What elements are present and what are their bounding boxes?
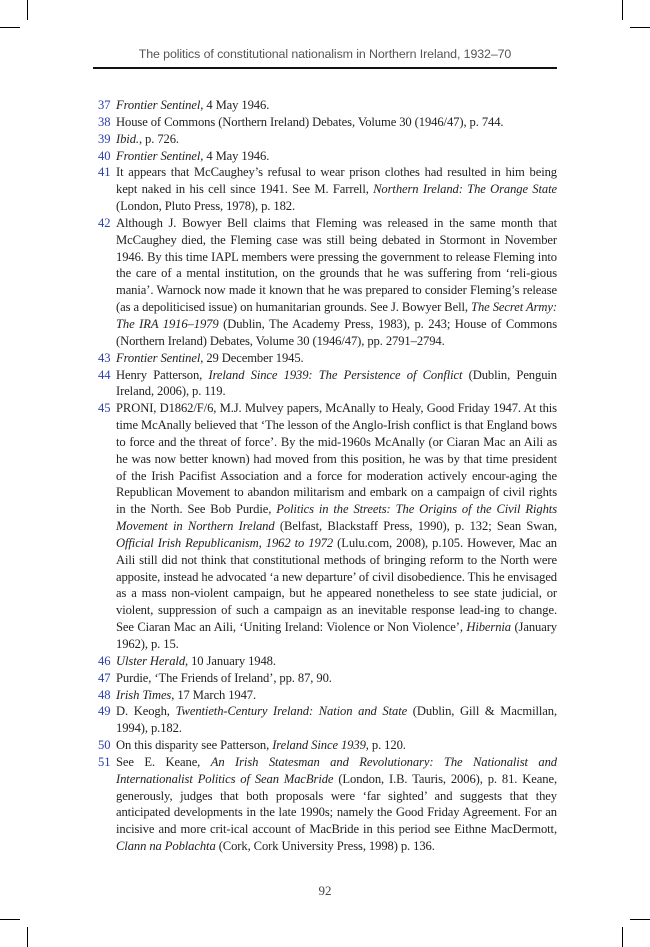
endnote-45 — [98, 400, 557, 653]
endnote-text — [116, 164, 557, 215]
italic-title: Hibernia — [466, 620, 512, 635]
italic-title: Frontier Sentinel — [116, 98, 201, 112]
endnote-text — [116, 350, 557, 367]
text-segment: (Cork, Cork University Press, 1998) p. 136. — [215, 839, 435, 854]
text-segment: Purdie, ‘The Friends of Ireland’, pp. 87, 90. — [116, 670, 332, 685]
italic-title: Frontier Sentinel — [116, 148, 201, 163]
endnote-text — [116, 367, 557, 401]
endnote-number[interactable]: 44 — [98, 367, 111, 382]
text-segment: , 17 March 1947. — [171, 687, 257, 702]
endnote-51 — [98, 754, 557, 855]
endnote-number[interactable]: 49 — [98, 704, 111, 719]
text-segment: (January 1962), p. 15. — [116, 620, 558, 651]
text-segment: D. Keogh, — [116, 704, 176, 719]
text-segment: , 10 January 1948. — [185, 653, 276, 668]
text-segment: It appears that McCaughey’s refusal to wear prison clothes had resulted in him being kept naked in his cell since 1941. See M. Farrell, — [116, 165, 557, 197]
endnote-46 — [98, 653, 557, 670]
crop-mark — [0, 919, 20, 920]
crop-mark — [622, 927, 623, 947]
text-segment: , p. 120. — [365, 738, 406, 753]
endnote-number[interactable]: 46 — [98, 653, 111, 668]
endnote-48 — [98, 687, 557, 704]
header-rule — [93, 67, 557, 69]
endnote-number[interactable]: 50 — [98, 738, 111, 753]
italic-title: Frontier Sentinel — [116, 350, 201, 365]
endnote-text — [116, 737, 557, 754]
endnote-43 — [98, 350, 557, 367]
endnote-text — [116, 653, 557, 670]
endnote-number[interactable]: 48 — [98, 687, 111, 702]
italic-title: Ulster Herald — [116, 653, 186, 668]
page-number: 92 — [318, 882, 332, 898]
text-segment: PRONI, D1862/F/6, M.J. Mulvey papers, McAnally to Healy, Good Friday 1947. At this time McAnally believed that ‘The lesson of the Anglo-Irish conflict is that England bows to force and the threat of force’. By the mid-1960s McAnally (or Ciaran Mac an Aili as he was now better known) had moved from this position, he was by that time president of the Irish Pacifist Association and a force for moderation actively encour-aging the Republican Movement to abandon militarism and embark on a campaign of civil rights in the North. See Bob Purdie, — [116, 401, 557, 517]
endnote-number[interactable]: 38 — [98, 114, 111, 129]
endnote-number[interactable]: 47 — [98, 670, 111, 685]
endnote-text — [116, 754, 557, 855]
endnote-50 — [98, 737, 557, 754]
endnote-text — [116, 97, 557, 114]
endnote-text — [116, 687, 557, 704]
endnote-49 — [98, 703, 557, 737]
text-segment: (London, Pluto Press, 1978), p. 182. — [116, 199, 296, 214]
text-segment: , 4 May 1946. — [200, 148, 270, 163]
endnote-number[interactable]: 51 — [98, 754, 111, 769]
text-segment: , p. 726. — [138, 131, 179, 146]
crop-mark — [630, 919, 650, 920]
text-segment: (Dublin, Gill & Macmillan, 1994), p.182. — [116, 704, 558, 736]
italic-title: Ireland Since 1939 — [272, 738, 366, 753]
endnote-41 — [98, 164, 557, 215]
text-segment: (Belfast, Blackstaff Press, 1990), p. 132; Sean Swan, — [274, 519, 557, 534]
italic-title: The Secret Army: The IRA 1916–1979 — [116, 300, 557, 331]
endnote-number[interactable]: 41 — [98, 165, 111, 180]
crop-mark — [622, 0, 623, 20]
endnote-text — [116, 670, 557, 687]
endnote-39 — [98, 131, 557, 148]
text-segment: House of Commons (Northern Ireland) Debates, Volume 30 (1946/47), p. 744. — [116, 114, 504, 129]
crop-mark — [630, 27, 650, 28]
endnote-37 — [98, 97, 557, 114]
italic-title: Irish Times — [116, 687, 172, 702]
endnote-text — [116, 148, 557, 165]
italic-title: Twentieth-Century Ireland: Nation and State — [175, 704, 408, 719]
text-segment: , 29 December 1945. — [200, 350, 304, 365]
text-segment: Henry Patterson, — [116, 367, 209, 382]
crop-mark — [0, 27, 20, 28]
crop-mark — [27, 0, 28, 20]
endnote-number[interactable]: 40 — [98, 148, 111, 163]
crop-mark — [27, 927, 28, 947]
italic-title: Ireland Since 1939: The Persistence of Conflict — [208, 367, 463, 382]
endnote-text — [116, 114, 557, 131]
endnote-number[interactable]: 42 — [98, 215, 111, 230]
endnotes-list — [98, 97, 557, 855]
text-segment: , 4 May 1946. — [200, 98, 270, 112]
text-segment: Although J. Bowyer Bell claims that Fleming was released in the same month that McCaughey died, the Fleming case was still being debated in Stormont in November 1946. By this time IAPL members were pressing the government to release Fleming into the care of a mental institution, on the grounds that he was suffering from ‘reli-gious mania’. Warnock now made it known that he was prepared to consider Fleming’s release (as a depoliticised issue) on humanitarian grounds. See J. Bowyer Bell, — [116, 215, 557, 315]
text-segment: (London, I.B. Tauris, 2006), p. 81. Keane, generously, judges that both proposals were ‘far sighted’ and suggests that they anticipated developments in the late 1990s; namely the Good Friday Agreement. For an incisive and more crit-ical account of MacBride in this period see Eithne MacDermott, — [116, 771, 557, 837]
endnote-47 — [98, 670, 557, 687]
text-segment: (Lulu.com, 2008), p.105. However, Mac an Aili still did not think that constitutional methods of bringing reform to the North were apposite, instead he advocated ‘a new departure’ of civil disobedience. This he envisaged as a mass non-violent campaign, but he appeared nonetheless to see state judicial, or violent, suppression of such a campaign as an inevitable response lead-ing to change. See Ciaran Mac an Aili, ‘Uniting Ireland: Violence or Non Violence’, — [116, 535, 558, 635]
endnote-42 — [98, 215, 557, 350]
italic-title: Clann na Poblachta — [116, 839, 216, 854]
text-segment: (Dublin, The Academy Press, 1983), p. 243; House of Commons (Northern Ireland) Debates, Volume 30 (1946/47), pp. 2791–2794. — [116, 316, 557, 348]
endnote-38 — [98, 114, 557, 131]
endnote-number[interactable]: 37 — [98, 98, 111, 112]
italic-title: Northern Ireland: The Orange State — [373, 182, 557, 197]
endnote-text — [116, 703, 557, 737]
text-segment: On this disparity see Patterson, — [116, 738, 273, 753]
endnote-number[interactable]: 43 — [98, 350, 111, 365]
running-header: The politics of constitutional nationalism in Northern Ireland, 1932–70 — [138, 47, 512, 61]
italic-title: An Irish Statesman and Revolutionary: The Nationalist and Internationalist Politics of Sean MacBride — [116, 754, 557, 786]
endnote-text — [116, 400, 557, 653]
italic-title: Ibid. — [116, 131, 139, 146]
endnote-text — [116, 131, 557, 148]
text-segment: (Dublin, Penguin Ireland, 2006), p. 119. — [116, 367, 557, 399]
text-segment: See E. Keane, — [116, 754, 211, 769]
endnote-number[interactable]: 39 — [98, 131, 111, 146]
page-body — [93, 0, 557, 899]
endnote-40 — [98, 148, 557, 165]
endnote-text — [116, 215, 557, 350]
endnote-number[interactable]: 45 — [98, 401, 111, 416]
endnote-44 — [98, 367, 557, 401]
italic-title: Official Irish Republicanism, 1962 to 1972 — [116, 535, 334, 550]
italic-title: Politics in the Streets: The Origins of the Civil Rights Movement in Northern Ireland — [116, 502, 557, 534]
